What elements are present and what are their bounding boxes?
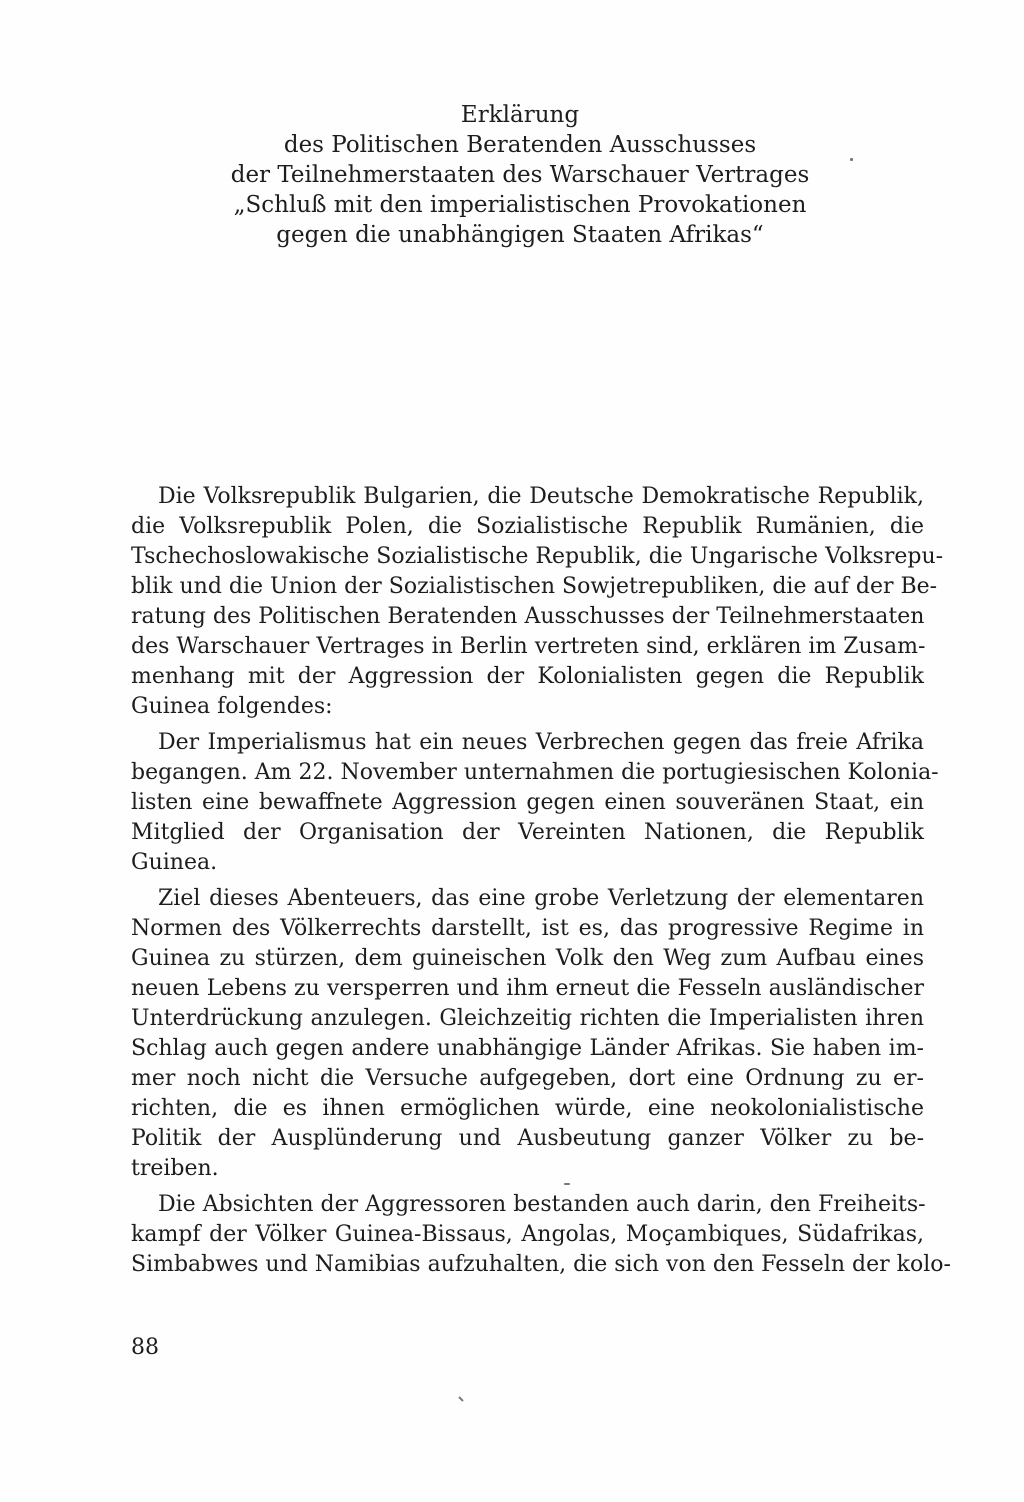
text-line: richten, die es ihnen ermöglichen würde, eine neokolonialistische: [131, 1096, 924, 1121]
text-line: begangen. Am 22. November unternahmen die portugiesischen Kolonia-: [131, 760, 939, 785]
paragraph-3: [131, 884, 924, 1184]
text-line: Mitglied der Organisation der Vereinten Nationen, die Republik: [131, 820, 924, 845]
text-line: Guinea.: [131, 850, 218, 875]
body-text: [131, 482, 951, 1286]
paragraph-1: [131, 482, 944, 722]
text-line: Ziel dieses Abenteuers, das eine grobe Verletzung der elementaren: [158, 886, 924, 911]
paragraph-2: [131, 728, 939, 878]
text-line: neuen Lebens zu versperren und ihm erneut die Fesseln ausländischer: [131, 976, 924, 1001]
heading-line: Erklärung: [460, 102, 580, 128]
text-line: listen eine bewaffnete Aggression gegen einen souveränen Staat, ein: [131, 790, 924, 815]
text-line: menhang mit der Aggression der Kolonialisten gegen die Republik: [131, 664, 924, 689]
print-speck: [564, 1183, 570, 1185]
text-line: Der Imperialismus hat ein neues Verbrechen gegen das freie Afrika: [158, 730, 924, 755]
text-line: kampf der Völker Guinea-Bissaus, Angolas, Moçambiques, Südafrikas,: [131, 1222, 924, 1247]
text-line: Guinea zu stürzen, dem guineischen Volk den Weg zum Aufbau eines: [131, 946, 924, 971]
print-speck: [458, 1396, 464, 1402]
text-line: treiben.: [131, 1156, 219, 1181]
text-line: Die Volksrepublik Bulgarien, die Deutsche Demokratische Republik,: [158, 484, 924, 509]
text-line: Die Absichten der Aggressoren bestanden auch darin, den Freiheits-: [158, 1192, 926, 1217]
text-line: des Warschauer Vertrages in Berlin vertreten sind, erklären im Zusam-: [131, 634, 926, 659]
heading-line: des Politischen Beratenden Ausschusses: [283, 132, 757, 158]
text-line: Tschechoslowakische Sozialistische Republik, die Ungarische Volksrepu-: [131, 544, 944, 569]
text-line: Guinea folgendes:: [131, 694, 333, 719]
text-line: Schlag auch gegen andere unabhängige Länder Afrikas. Sie haben im-: [131, 1036, 924, 1061]
text-line: blik und die Union der Sozialistischen Sowjetrepubliken, die auf der Be-: [131, 574, 938, 599]
text-line: mer noch nicht die Versuche aufgegeben, dort eine Ordnung zu er-: [131, 1066, 924, 1091]
print-speck: [850, 158, 853, 161]
text-line: Unterdrückung anzulegen. Gleichzeitig richten die Imperialisten ihren: [131, 1006, 924, 1031]
heading-line: „Schluß mit den imperialistischen Provokationen: [233, 192, 807, 218]
paragraph-4: [131, 1190, 951, 1280]
text-line: die Volksrepublik Polen, die Sozialistische Republik Rumänien, die: [131, 514, 924, 539]
text-line: Normen des Völkerrechts darstellt, ist es, das progressive Regime in: [131, 916, 924, 941]
page-number: 88: [131, 1335, 159, 1360]
text-line: ratung des Politischen Beratenden Ausschusses der Teilnehmerstaaten: [131, 604, 925, 629]
text-line: Politik der Ausplünderung und Ausbeutung ganzer Völker zu be-: [131, 1126, 924, 1151]
heading-line: der Teilnehmerstaaten des Warschauer Vertrages: [230, 162, 810, 188]
heading-line: gegen die unabhängigen Staaten Afrikas“: [276, 222, 764, 248]
document-heading: [220, 100, 820, 250]
text-line: Simbabwes und Namibias aufzuhalten, die sich von den Fesseln der kolo-: [131, 1252, 951, 1277]
